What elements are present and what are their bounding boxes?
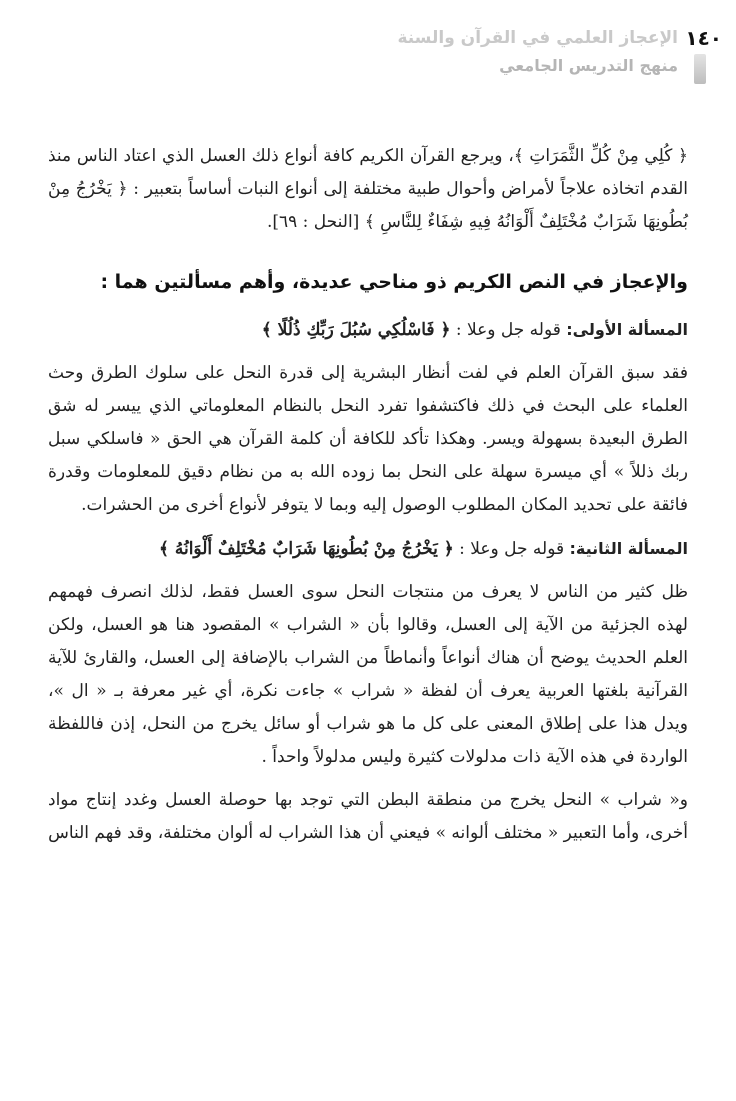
- issue-2-intro: قوله جل وعلا :: [453, 539, 570, 559]
- page-number: ١٤٠: [685, 26, 722, 50]
- section-heading: والإعجاز في النص الكريم ذو مناحي عديدة، وأهم مسألتين هما :: [100, 271, 688, 293]
- paragraph-1: ﴿ كُلِي مِنْ كُلِّ الثَّمَرَاتِ ﴾، ويرجع القرآن الكريم كافة أنواع ذلك العسل الذي اعتاد الناس منذ القدم اتخاذه علاجاً لأمراض وأحوال طبية مختلفة إلى أنواع النبات أساساً بتعبير : ﴿ يَخْرُجُ مِنْ بُطُونِهَا شَرَابٌ مُخْتَلِفٌ أَلْوَانُهُ فِيهِ شِفَاءٌ لِلنَّاسِ ﴾ [النحل : ٦٩].: [48, 146, 688, 232]
- header-decoration: [694, 54, 706, 84]
- paragraph-4: و« شراب » النحل يخرج من منطقة البطن التي توجد بها حوصلة العسل وغدد إنتاج مواد أخرى، وأما التعبير « مختلف ألوانه » فيعني أن هذا الشراب له ألوان مختلفة، وقد فهم الناس: [48, 790, 688, 843]
- issue-1-line: [48, 313, 688, 347]
- section-title: منهج التدريس الجامعي: [499, 56, 678, 75]
- running-header: [0, 22, 736, 102]
- paragraph-3: ظل كثير من الناس لا يعرف من منتجات النحل سوى العسل فقط، لذلك انصرف فهمهم لهذه الجزئية من الآية إلى العسل، وقالوا بأن « الشراب » المقصود هنا هو العسل، ولكن العلم الحديث يوضح أن هناك أنواعاً وأنماطاً من الشراب بالإضافة إلى العسل، والقارئ للآية القرآنية بلغتها العربية يعرف أن لفظة « شراب » جاءت نكرة، أي غير معرفة بـ « ال »، ويدل هذا على إطلاق المعنى على كل ما هو شراب أو سائل يخرج من النحل، إذن فاللفظة الواردة في هذه الآية ذات مدلولات كثيرة وليس مدلولاً واحداً .: [48, 582, 688, 767]
- book-title: الإعجاز العلمي في القرآن والسنة: [397, 28, 678, 48]
- issue-2-verse: ﴿ يَخْرُجُ مِنْ بُطُونِهَا شَرَابٌ مُخْتَلِفٌ أَلْوَانُهُ ﴾: [158, 539, 454, 559]
- issue-1-intro: قوله جل وعلا :: [450, 320, 567, 340]
- issue-2-line: [48, 532, 688, 566]
- issue-1-label: المسألة الأولى:: [566, 320, 688, 339]
- paragraph-2: فقد سبق القرآن العلم في لفت أنظار البشرية إلى قدرة النحل على سلوك الطرق وحث العلماء على البحث في ذلك فاكتشفوا تفرد النحل بالنظام المعلوماتي الذي ييسر له شق الطرق البعيدة بسهولة ويسر. وهكذا تأكد للكافة أن كلمة القرآن هي الحق « فاسلكي سبل ربك ذللاً » أي ميسرة سهلة على النحل بما زوده الله به من نظام دقيق للمعلومات وقدرة فائقة على تحديد المكان المطلوب الوصول إليه وبما لا يتوفر لأنواع أخرى من الحشرات.: [48, 363, 688, 515]
- issue-1-verse: ﴿ فَاسْلُكِي سُبُلَ رَبِّكِ ذُلُلًا ﴾: [261, 320, 451, 340]
- page-body: [48, 140, 688, 860]
- issue-2-label: المسألة الثانية:: [569, 539, 688, 558]
